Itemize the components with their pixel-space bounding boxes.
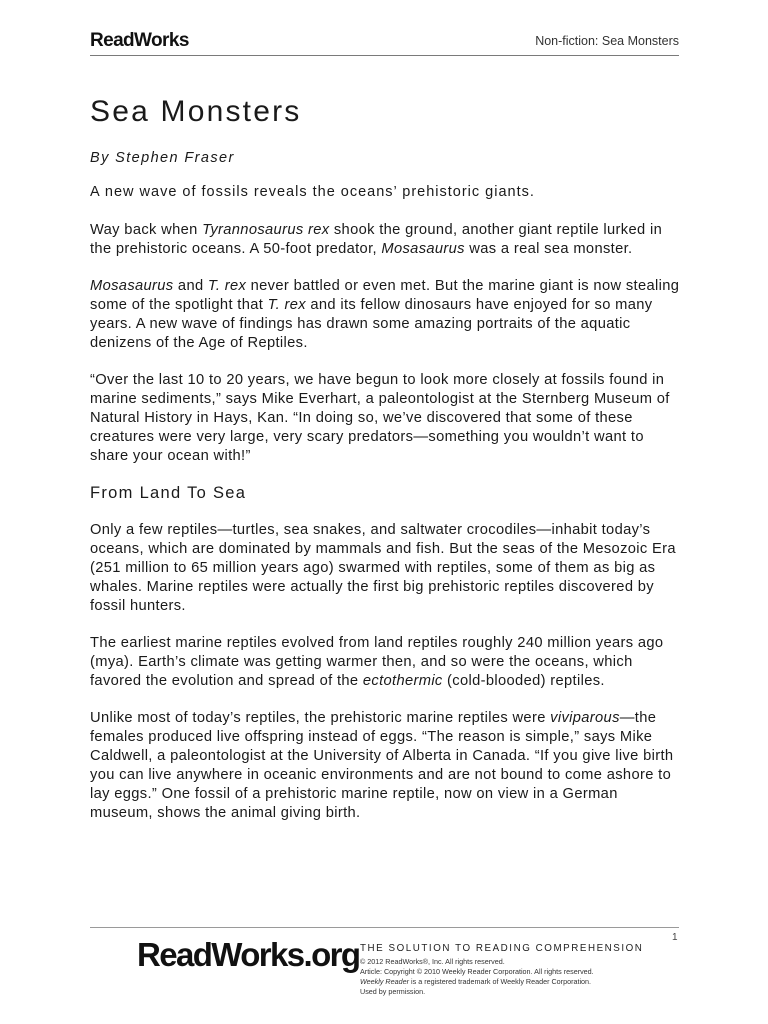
article-paragraph: The earliest marine reptiles evolved from land reptiles roughly 240 million years ago (mya). Earth’s climate was getting warmer then, and so were the oceans, which favored the evolution and spread of the ectothermic (cold-blooded) reptiles. bbox=[90, 635, 664, 689]
article-paragraph: “Over the last 10 to 20 years, we have begun to look more closely at fossils found in marine sediments,” says Mike Everhart, a paleontologist at the Sternberg Museum of Natural History in Hays, Kan. “In doing so, we’ve discovered that some of these creatures were very large, very scary predators—something you wouldn’t want to share your ocean with!” bbox=[90, 372, 670, 464]
article-deck: A new wave of fossils reveals the oceans’ prehistoric giants. bbox=[90, 184, 535, 200]
section-heading: From Land To Sea bbox=[90, 484, 247, 502]
header-divider bbox=[90, 55, 679, 56]
article-title: Sea Monsters bbox=[90, 95, 302, 128]
footer-text bbox=[360, 943, 680, 997]
footer-permission: Used by permission. bbox=[360, 987, 426, 996]
footer-tagline: THE SOLUTION TO READING COMPREHENSION bbox=[360, 943, 644, 954]
header-section-label: Non-fiction: Sea Monsters bbox=[535, 34, 679, 48]
article-paragraph: Unlike most of today’s reptiles, the prehistoric marine reptiles were viviparous—the females produced live offspring instead of eggs. “The reason is simple,” says Mike Caldwell, a paleontologist at the University of Alberta in Canada. “If you give live birth you can live anywhere in oceanic environments and are not bound to come ashore to lay eggs.” One fossil of a prehistoric marine reptile, now on view in a German museum, shows the animal giving birth. bbox=[90, 710, 674, 821]
article-paragraph: Mosasaurus and T. rex never battled or even met. But the marine giant is now stealing some of the spotlight that T. rex and its fellow dinosaurs have enjoyed for so many years. A new wave of findings has drawn some amazing portraits of the aquatic denizens of the Age of Reptiles. bbox=[90, 278, 680, 351]
page-number: 1 bbox=[672, 932, 678, 943]
footer-copyright: © 2012 ReadWorks®, Inc. All rights reserved. bbox=[360, 957, 505, 966]
header-brand-logo: ReadWorks bbox=[90, 30, 189, 51]
page-header bbox=[90, 28, 679, 56]
article-body bbox=[90, 221, 682, 841]
article-paragraph: Way back when Tyrannosaurus rex shook the ground, another giant reptile lurked in the prehistoric oceans. A 50-foot predator, Mosasaurus was a real sea monster. bbox=[90, 222, 663, 257]
footer-divider bbox=[90, 927, 679, 928]
footer-logo: ReadWorks.org bbox=[137, 936, 360, 973]
footer-trademark: Weekly Reader is a registered trademark of Weekly Reader Corporation. bbox=[360, 977, 592, 986]
article-byline: By Stephen Fraser bbox=[90, 150, 235, 166]
article-paragraph: Only a few reptiles—turtles, sea snakes, and saltwater crocodiles—inhabit today’s oceans, which are dominated by mammals and fish. But the seas of the Mesozoic Era (251 million to 65 million years ago) swarmed with reptiles, some of them as big as whales. Marine reptiles were actually the first big prehistoric reptiles discovered by fossil hunters. bbox=[90, 522, 676, 614]
footer-article-credit: Article: Copyright © 2010 Weekly Reader Corporation. All rights reserved. bbox=[360, 967, 594, 976]
